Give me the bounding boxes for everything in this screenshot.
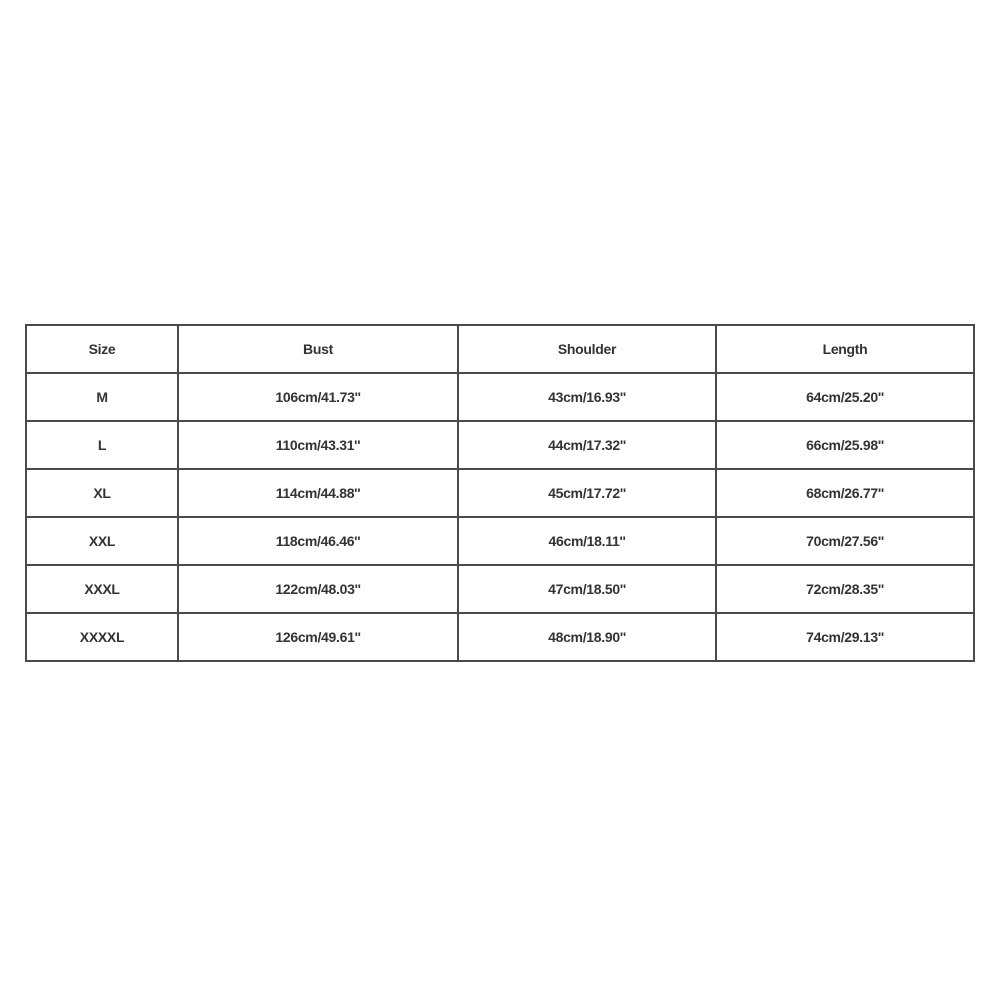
cell-shoulder: 47cm/18.50'': [458, 565, 716, 613]
header-shoulder: Shoulder: [458, 325, 716, 373]
header-bust: Bust: [178, 325, 458, 373]
cell-shoulder: 48cm/18.90'': [458, 613, 716, 661]
cell-bust: 122cm/48.03'': [178, 565, 458, 613]
size-chart-header: [26, 325, 974, 373]
size-chart-table: [25, 324, 975, 662]
cell-size: XXXXL: [26, 613, 178, 661]
table-row: [26, 565, 974, 613]
cell-size: XL: [26, 469, 178, 517]
cell-bust: 110cm/43.31'': [178, 421, 458, 469]
cell-length: 66cm/25.98'': [716, 421, 974, 469]
table-row: [26, 373, 974, 421]
cell-size: XXL: [26, 517, 178, 565]
cell-bust: 114cm/44.88'': [178, 469, 458, 517]
table-row: [26, 421, 974, 469]
cell-shoulder: 45cm/17.72'': [458, 469, 716, 517]
cell-bust: 126cm/49.61'': [178, 613, 458, 661]
table-row: [26, 469, 974, 517]
header-row: [26, 325, 974, 373]
cell-size: XXXL: [26, 565, 178, 613]
cell-length: 68cm/26.77'': [716, 469, 974, 517]
table-row: [26, 517, 974, 565]
header-length: Length: [716, 325, 974, 373]
header-size: Size: [26, 325, 178, 373]
cell-length: 70cm/27.56'': [716, 517, 974, 565]
cell-bust: 106cm/41.73'': [178, 373, 458, 421]
cell-size: L: [26, 421, 178, 469]
cell-shoulder: 46cm/18.11'': [458, 517, 716, 565]
cell-length: 72cm/28.35'': [716, 565, 974, 613]
size-chart-body: [26, 373, 974, 661]
table-row: [26, 613, 974, 661]
cell-shoulder: 43cm/16.93'': [458, 373, 716, 421]
cell-length: 64cm/25.20'': [716, 373, 974, 421]
cell-bust: 118cm/46.46'': [178, 517, 458, 565]
cell-length: 74cm/29.13'': [716, 613, 974, 661]
cell-shoulder: 44cm/17.32'': [458, 421, 716, 469]
cell-size: M: [26, 373, 178, 421]
